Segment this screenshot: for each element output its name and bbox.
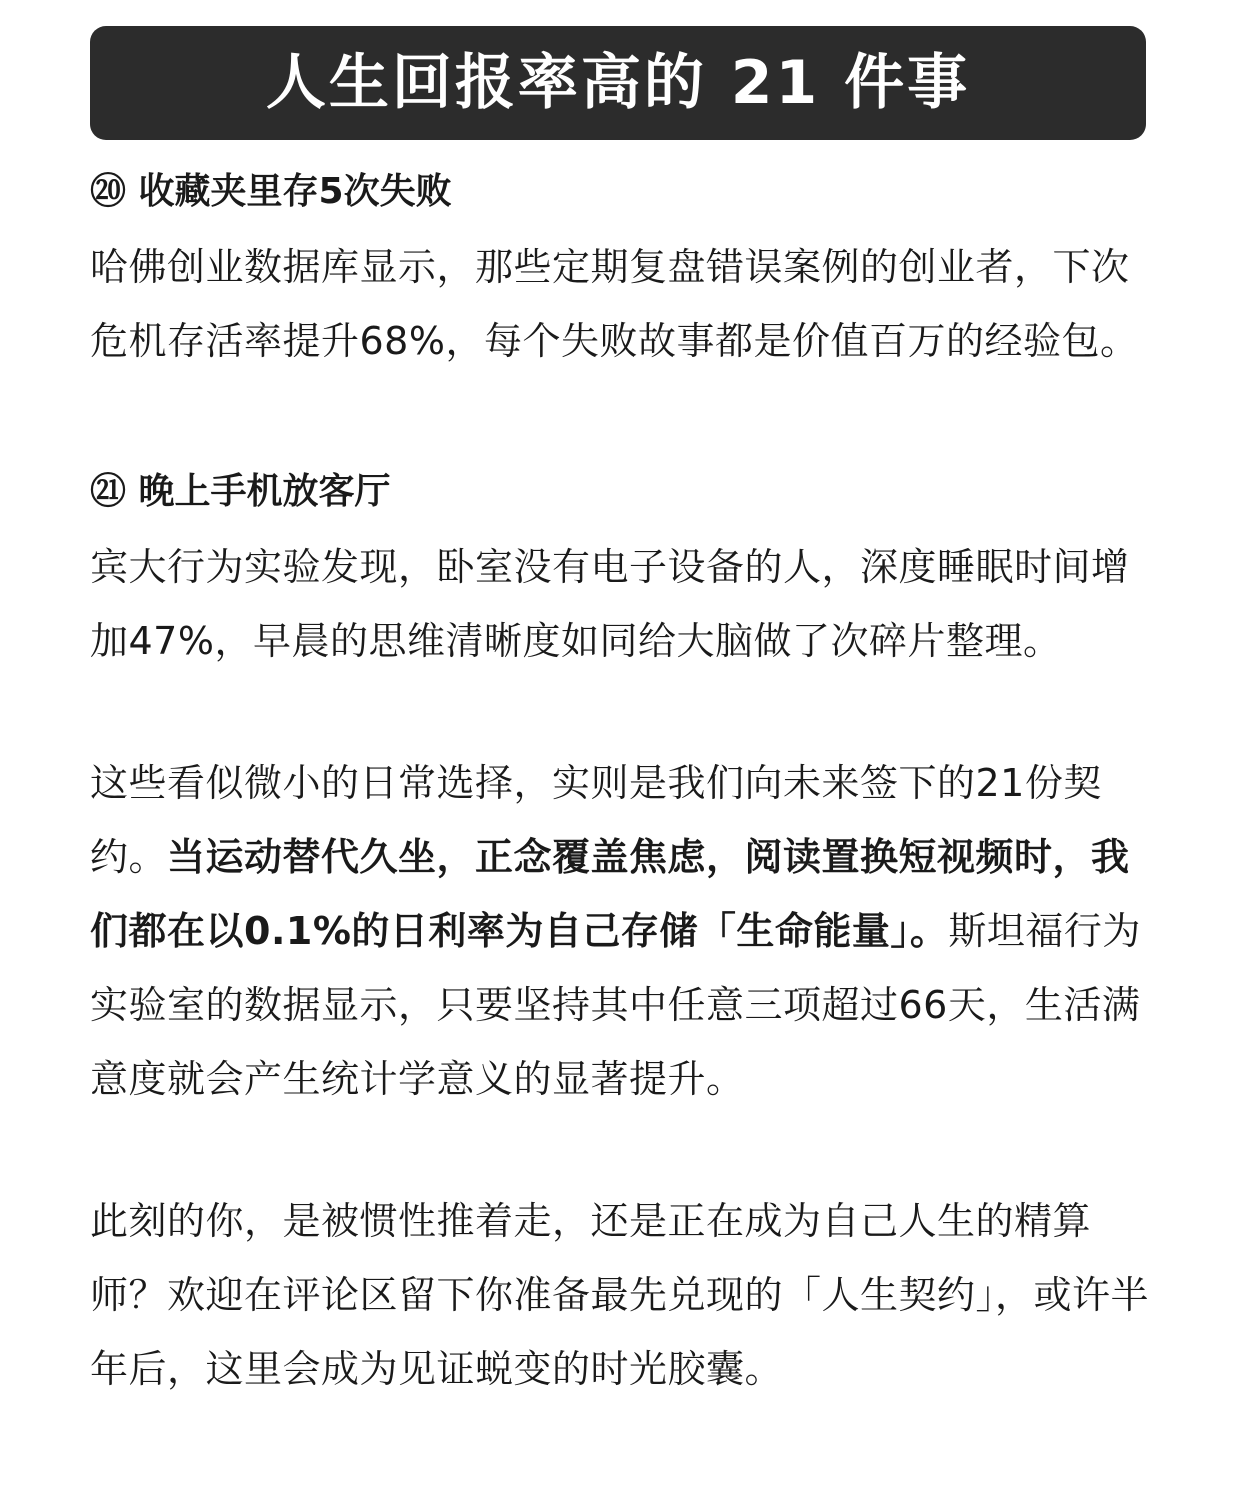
conclusion-text: 这些看似微小的日常选择，实则是我们向未来签下的21份契约。 (90, 761, 1102, 879)
section-heading: ⑳ 收藏夹里存5次失败 (90, 171, 452, 212)
conclusion-paragraph (90, 746, 1150, 1116)
closing-paragraph: 此刻的你，是被惯性推着走，还是正在成为自己人生的精算师？欢迎在评论区留下你准备最先兑现的「人生契约」，或许半年后，这里会成为见证蜕变的时光胶囊。 (90, 1199, 1150, 1391)
section-21 (90, 460, 1150, 678)
conclusion-text: 斯坦福行为实验室的数据显示，只要坚持其中任意三项超过66天，生活满意度就会产生统计学意义的显著提升。 (90, 909, 1141, 1101)
section-paragraph: 哈佛创业数据库显示，那些定期复盘错误案例的创业者，下次危机存活率提升68%，每个失败故事都是价值百万的经验包。 (90, 245, 1139, 363)
section-heading: ㉑ 晚上手机放客厅 (90, 471, 391, 512)
section-paragraph: 宾大行为实验发现，卧室没有电子设备的人，深度睡眠时间增加47%，早晨的思维清晰度如同给大脑做了次碎片整理。 (90, 545, 1130, 663)
title-banner (90, 26, 1146, 140)
article-body (90, 160, 1150, 1406)
section-20 (90, 160, 1150, 378)
conclusion-emphasis: 当运动替代久坐，正念覆盖焦虑，阅读置换短视频时，我们都在以0.1%的日利率为自己存储「生命能量」。 (90, 835, 1130, 953)
page-title: 人生回报率高的 21 件事 (265, 48, 971, 118)
